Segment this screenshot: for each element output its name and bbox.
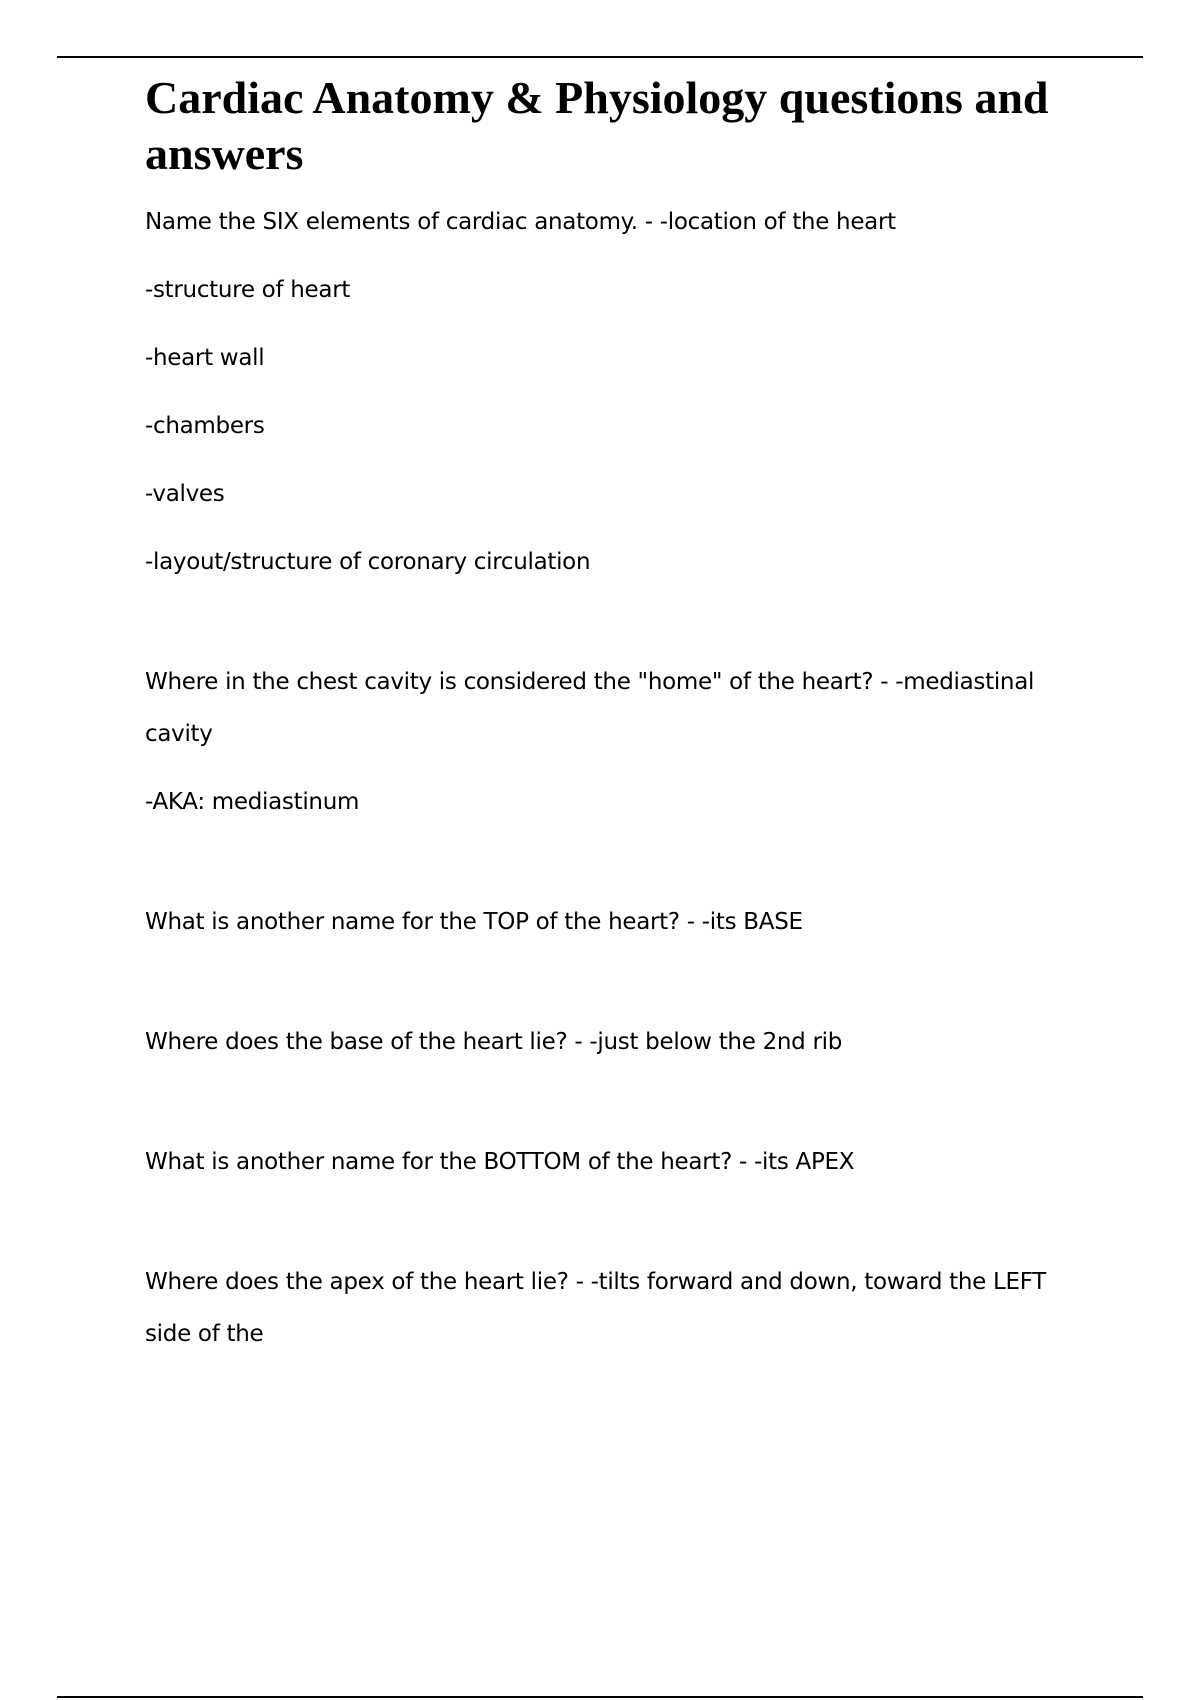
qa-line: -chambers [145,413,265,439]
qa-line: -heart wall [145,345,265,371]
qa-line: Where does the base of the heart lie? - -just below the 2nd rib [145,1029,843,1055]
qa-entry [145,1016,1075,1068]
qa-entry [145,1136,1075,1188]
bottom-rule [57,1696,1143,1698]
qa-line: -layout/structure of coronary circulation [145,549,591,575]
top-rule [57,56,1143,58]
qa-line: -valves [145,481,225,507]
qa-entry [145,896,1075,948]
qa-line: What is another name for the BOTTOM of the heart? - -its APEX [145,1149,855,1175]
qa-entry [145,1256,1075,1360]
qa-line: Where in the chest cavity is considered the "home" of the heart? - -mediastinal cavity [145,669,1035,747]
document-body [145,70,1075,1360]
qa-line: Where does the apex of the heart lie? - -tilts forward and down, toward the LEFT side of the [145,1269,1047,1347]
qa-list [145,196,1075,1360]
qa-line: -structure of heart [145,277,351,303]
qa-line: What is another name for the TOP of the heart? - -its BASE [145,909,803,935]
qa-line: -AKA: mediastinum [145,789,360,815]
document-title: Cardiac Anatomy & Physiology questions and answers [145,72,1049,179]
qa-entry [145,196,1075,588]
qa-line: Name the SIX elements of cardiac anatomy. - -location of the heart [145,209,896,235]
qa-entry [145,656,1075,828]
